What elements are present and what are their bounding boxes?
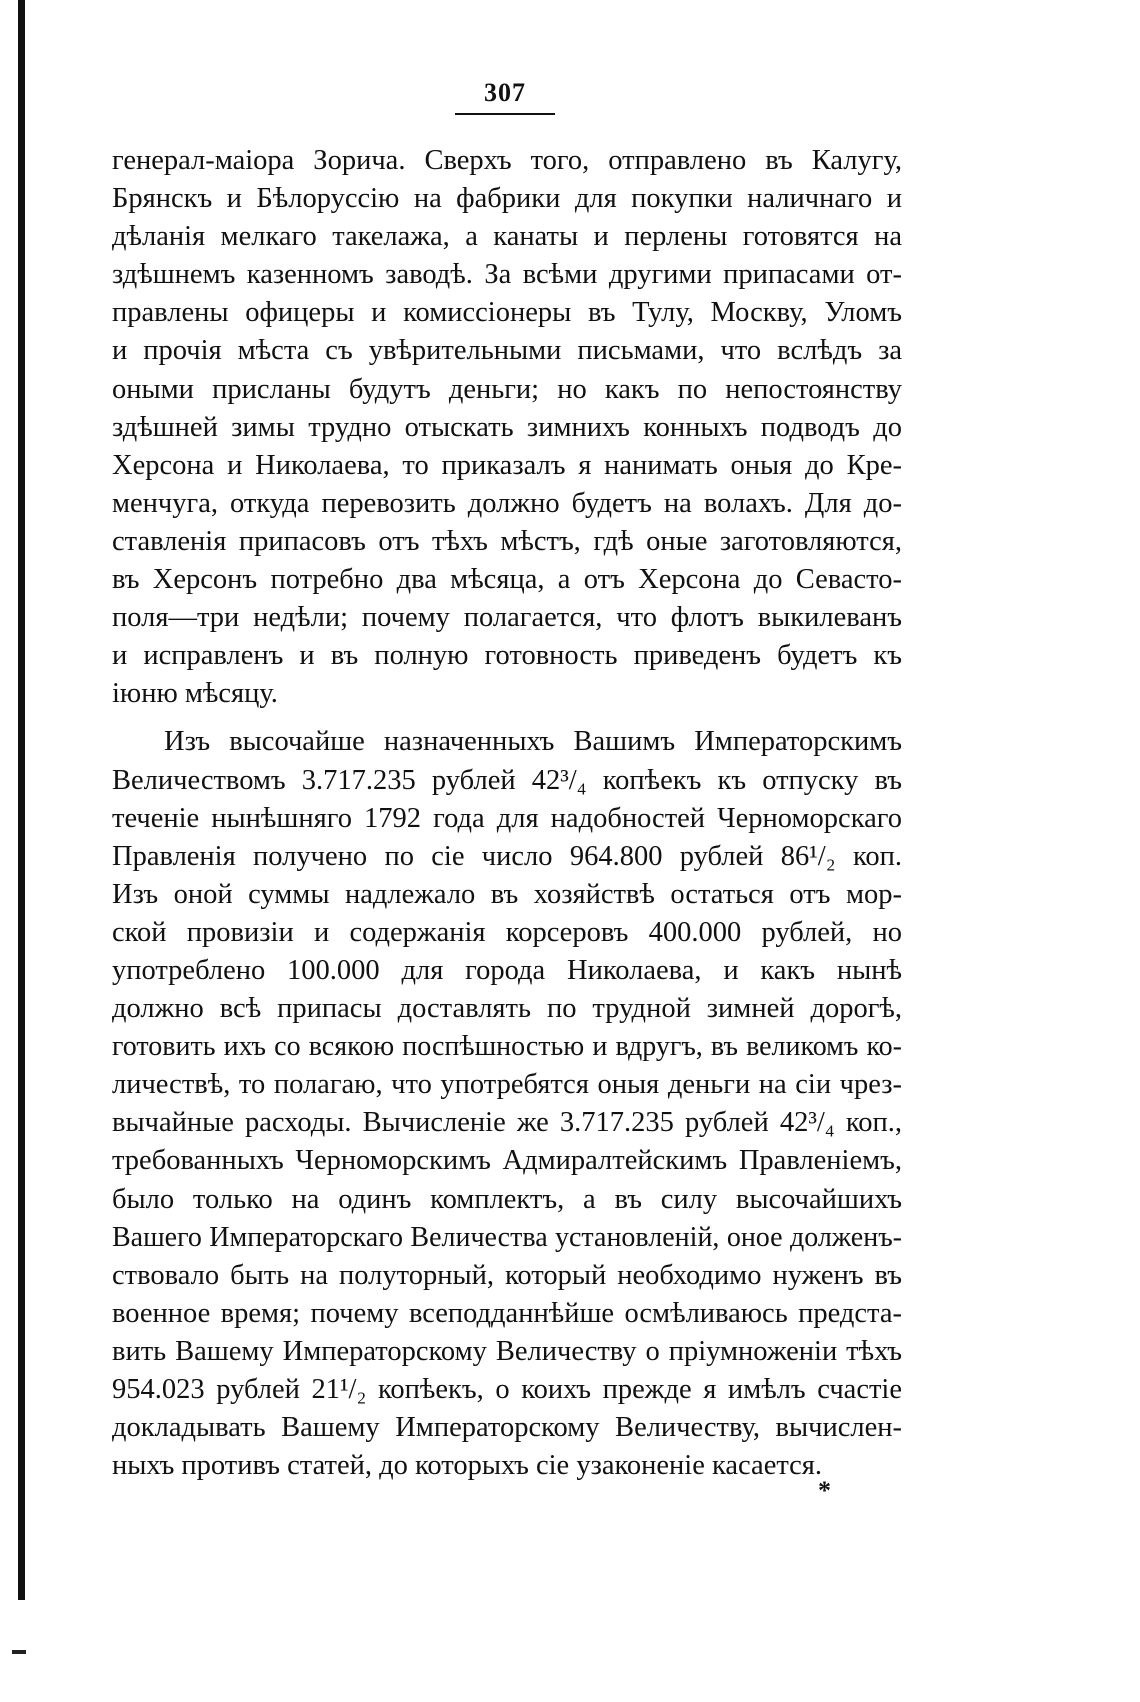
- text-line: Величествомъ 3.717.235 рублей 42³/₄ копѣекъ къ отпуску въ: [112, 764, 902, 796]
- text-line: дѣланiя мелкаго такелажа, а канаты и перлены готовятся на: [112, 221, 902, 253]
- text-line: должно всѣ припасы доставлять по трудной зимней дорогѣ,: [112, 993, 902, 1025]
- text-line: менчуга, откуда перевозить должно будетъ на волахъ. Для до-: [112, 487, 902, 519]
- text-line: и прочiя мѣста съ увѣрительными письмами, что вслѣдъ за: [112, 335, 902, 367]
- text-line: употреблено 100.000 для города Николаева, и какъ нынѣ: [112, 954, 902, 986]
- text-line: здѣшнемъ казенномъ заводѣ. За всѣми другими припасами от-: [112, 259, 902, 291]
- text-line: iюню мѣсяцу.: [112, 678, 278, 710]
- body-text: [112, 142, 902, 1485]
- text-line: Изъ оной суммы надлежало въ хозяйствѣ остаться отъ мор-: [112, 878, 902, 910]
- text-line: Изъ высочайше назначенныхъ Вашимъ Императорскимъ: [164, 726, 902, 758]
- text-line: Брянскъ и Бѣлоруссiю на фабрики для покупки наличнаго и: [112, 183, 902, 215]
- text-line: было только на одинъ комплектъ, а въ силу высочайшихъ: [112, 1183, 902, 1215]
- scan-bottom-mark: [12, 1650, 26, 1654]
- text-line: и исправленъ и въ полную готовность приведенъ будетъ къ: [112, 640, 902, 672]
- text-line: вычайные расходы. Вычисленiе же 3.717.235 рублей 42³/₄ коп.,: [112, 1107, 902, 1139]
- text-line: вить Вашему Императорскому Величеству о прiумноженiи тѣхъ: [112, 1335, 902, 1367]
- text-line: требованныхъ Черноморскимъ Адмиралтейскимъ Правленiемъ,: [112, 1145, 902, 1177]
- page-number-rule: [455, 113, 555, 115]
- text-line: теченiе нынѣшняго 1792 года для надобностей Черноморскаго: [112, 802, 902, 834]
- text-line: ствовало быть на полуторный, который необходимо нуженъ въ: [112, 1259, 902, 1291]
- scan-left-edge-rule: [18, 0, 25, 1600]
- text-line: здѣшней зимы трудно отыскать зимнихъ конныхъ подводъ до: [112, 411, 902, 443]
- text-line: Правленiя получено по сiе число 964.800 рублей 86¹/₂ коп.: [112, 840, 902, 872]
- text-line: 954.023 рублей 21¹/₂ копѣекъ, о коихъ прежде я имѣлъ счастiе: [112, 1374, 902, 1405]
- text-line: военное время; почему всеподданнѣйше осмѣливаюсь предста-: [112, 1297, 902, 1329]
- text-line: въ Херсонъ потребно два мѣсяца, а отъ Херсона до Севасто-: [112, 564, 902, 596]
- text-line: личествѣ, то полагаю, что употребятся оныя деньги на сiи чрез-: [112, 1069, 902, 1101]
- text-line: ныхъ противъ статей, до которыхъ сiе узаконенiе касается.: [112, 1450, 823, 1482]
- text-line: поля—три недѣли; почему полагается, что флотъ выкилеванъ: [112, 602, 902, 634]
- text-line: правлены офицеры и комиссiонеры въ Тулу, Москву, Уломъ: [112, 297, 902, 329]
- text-line: Вашего Императорскаго Величества установленiй, оное долженъ-: [112, 1221, 902, 1253]
- paragraph-1: [112, 142, 902, 713]
- text-line: ставленiя припасовъ отъ тѣхъ мѣстъ, гдѣ оные заготовляются,: [112, 525, 902, 557]
- text-line: докладывать Вашему Императорскому Величеству, вычислен-: [112, 1412, 902, 1444]
- page-number: 307: [484, 78, 526, 107]
- text-line: генерал-маiора Зорича. Сверхъ того, отправлено въ Калугу,: [112, 145, 902, 176]
- paragraph-2: [112, 723, 902, 1485]
- text-line: Херсона и Николаева, то приказалъ я нанимать оныя до Кре-: [112, 449, 902, 481]
- text-line: ской провизiи и содержанiя корсеровъ 400.000 рублей, но: [112, 916, 902, 948]
- text-line: готовить ихъ со всякою поспѣшностью и вдругъ, въ великомъ ко-: [112, 1031, 902, 1063]
- text-line: оными присланы будутъ деньги; но какъ по непостоянству: [112, 373, 902, 405]
- end-asterisk: *: [818, 1476, 831, 1505]
